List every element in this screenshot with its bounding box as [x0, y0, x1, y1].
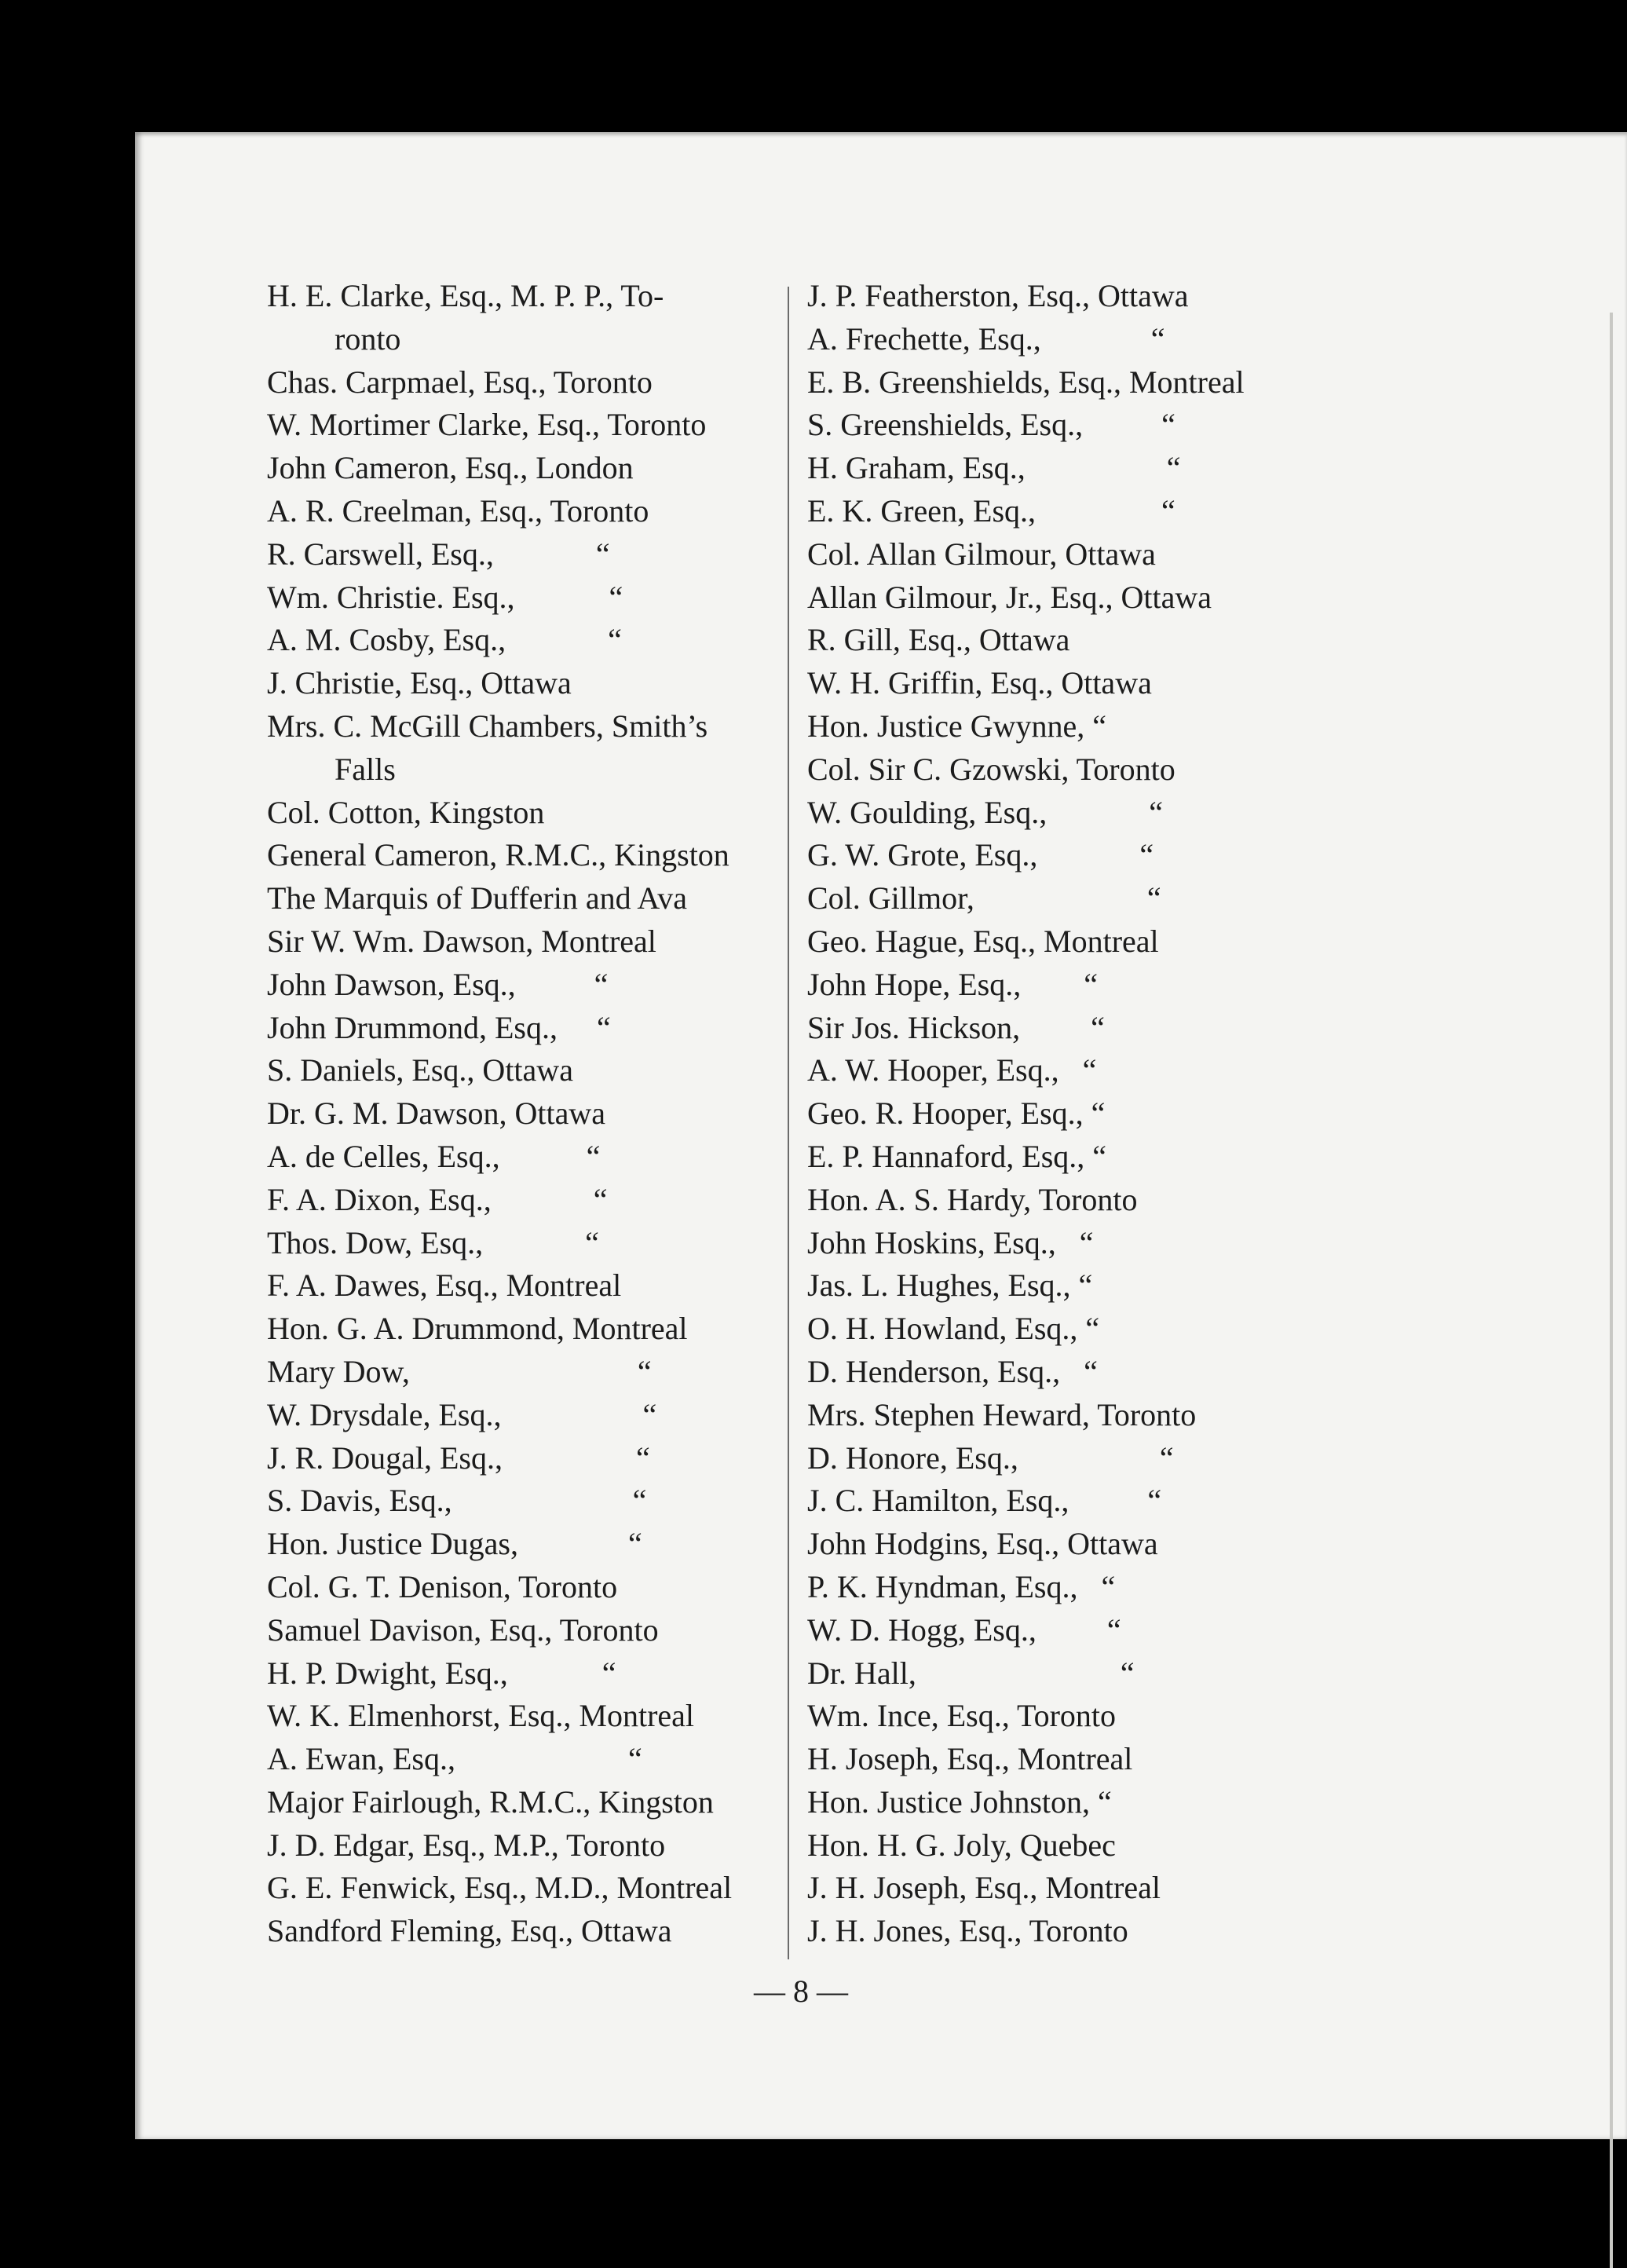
entry-line: J. R. Dougal, Esq., “ [267, 1439, 650, 1476]
entry-line: Sir W. Wm. Dawson, Montreal [267, 923, 656, 959]
page-number: — 8 — [754, 1974, 848, 2009]
subscriber-entry [807, 1523, 1333, 1566]
subscriber-entry [807, 1566, 1333, 1609]
entry-line: H. Graham, Esq., “ [807, 450, 1181, 486]
entry-line: John Hoskins, Esq., “ [807, 1224, 1094, 1260]
entry-line: W. K. Elmenhorst, Esq., Montreal [267, 1698, 695, 1734]
subscriber-entry [807, 1351, 1333, 1394]
subscriber-entry [267, 1480, 793, 1523]
subscriber-entry [267, 1910, 793, 1953]
subscriber-entry [267, 1394, 793, 1437]
entry-line: W. D. Hogg, Esq., “ [807, 1611, 1121, 1648]
subscriber-entry [267, 1049, 793, 1092]
entry-line: W. H. Griffin, Esq., Ottawa [807, 665, 1152, 701]
subscriber-entry [267, 1264, 793, 1308]
subscriber-entry [267, 1179, 793, 1222]
subscriber-entry [267, 1738, 793, 1781]
entry-line: John Cameron, Esq., London [267, 450, 634, 486]
entry-line: Mrs. Stephen Heward, Toronto [807, 1396, 1197, 1432]
entry-line: Dr. G. M. Dawson, Ottawa [267, 1096, 606, 1132]
entry-line: Col. Allan Gilmour, Ottawa [807, 536, 1156, 572]
entry-line: Geo. Hague, Esq., Montreal [807, 923, 1159, 959]
subscriber-entry [807, 1394, 1333, 1437]
subscriber-entry [807, 1179, 1333, 1222]
subscriber-entry [267, 1222, 793, 1265]
entry-line: S. Davis, Esq., “ [267, 1483, 647, 1519]
subscriber-entry [807, 877, 1333, 920]
subscriber-entry [807, 619, 1333, 662]
entry-line: Col. G. T. Denison, Toronto [267, 1568, 618, 1604]
subscriber-entry [807, 533, 1333, 576]
entry-line: E. B. Greenshields, Esq., Montreal [807, 364, 1245, 400]
subscriber-entry [267, 490, 793, 533]
subscriber-entry [267, 1523, 793, 1566]
right-column [807, 275, 1333, 1953]
entry-line: Hon. G. A. Drummond, Montreal [267, 1311, 688, 1347]
entry-line: Hon. A. S. Hardy, Toronto [807, 1181, 1138, 1217]
entry-line: A. de Celles, Esq., “ [267, 1138, 601, 1174]
entry-line: Wm. Christie. Esq., “ [267, 579, 623, 615]
subscriber-entry [267, 1437, 793, 1480]
subscriber-entry [807, 1092, 1333, 1136]
subscriber-entry [267, 705, 793, 792]
subscriber-entry [807, 1652, 1333, 1696]
entry-line: Dr. Hall, “ [807, 1655, 1135, 1691]
entry-line: A. Ewan, Esq., “ [267, 1741, 642, 1777]
entry-line: J. P. Featherston, Esq., Ottawa [807, 278, 1189, 313]
entry-line: John Hodgins, Esq., Ottawa [807, 1526, 1158, 1562]
left-column [267, 275, 793, 1953]
entry-line: Samuel Davison, Esq., Toronto [267, 1611, 659, 1648]
subscriber-entry [807, 1695, 1333, 1738]
entry-line: Wm. Ince, Esq., Toronto [807, 1698, 1117, 1734]
entry-line: John Dawson, Esq., “ [267, 966, 609, 1002]
entry-line: Sandford Fleming, Esq., Ottawa [267, 1913, 672, 1949]
entry-line: J. D. Edgar, Esq., M.P., Toronto [267, 1827, 666, 1863]
subscriber-entry [807, 1609, 1333, 1652]
entry-line: Chas. Carpmael, Esq., Toronto [267, 364, 653, 400]
entry-line: Mary Dow, “ [267, 1353, 652, 1389]
entry-line: S. Daniels, Esq., Ottawa [267, 1052, 573, 1088]
entry-line: W. Mortimer Clarke, Esq., Toronto [267, 407, 707, 443]
subscriber-entry [267, 576, 793, 620]
subscriber-entry [267, 1652, 793, 1696]
subscriber-entry [807, 576, 1333, 620]
subscriber-entry [807, 1867, 1333, 1910]
entry-continuation: Falls [335, 751, 396, 787]
entry-line: O. H. Howland, Esq., “ [807, 1311, 1100, 1347]
subscriber-entry [267, 533, 793, 576]
entry-line: Col. Gillmor, “ [807, 880, 1161, 916]
subscriber-entry [267, 1351, 793, 1394]
subscriber-entry [267, 447, 793, 490]
subscriber-entry [807, 275, 1333, 318]
subscriber-entry [267, 1007, 793, 1050]
entry-line: G. E. Fenwick, Esq., M.D., Montreal [267, 1870, 733, 1906]
entry-line: F. A. Dawes, Esq., Montreal [267, 1268, 622, 1304]
subscriber-entry [267, 1781, 793, 1824]
subscriber-entry [807, 1308, 1333, 1351]
subscriber-entry [267, 1092, 793, 1136]
entry-line: J. H. Joseph, Esq., Montreal [807, 1870, 1161, 1906]
page-fold-edge [1610, 313, 1613, 2268]
entry-line: S. Greenshields, Esq., “ [807, 407, 1175, 443]
entry-line: W. Drysdale, Esq., “ [267, 1396, 657, 1432]
subscriber-entry [807, 1437, 1333, 1480]
subscriber-entry [807, 447, 1333, 490]
subscriber-entry [267, 404, 793, 447]
subscriber-entry [267, 361, 793, 404]
entry-line: H. P. Dwight, Esq., “ [267, 1655, 616, 1691]
entry-line: Thos. Dow, Esq., “ [267, 1224, 599, 1260]
column-divider [788, 287, 789, 1959]
entry-line: Hon. H. G. Joly, Quebec [807, 1827, 1116, 1863]
subscriber-entry [267, 1566, 793, 1609]
subscriber-entry [807, 662, 1333, 705]
subscriber-entry [807, 490, 1333, 533]
entry-line: Col. Cotton, Kingston [267, 794, 545, 830]
entry-line: J. C. Hamilton, Esq., “ [807, 1483, 1162, 1519]
entry-line: Hon. Justice Dugas, “ [267, 1526, 642, 1562]
subscriber-entry [267, 1609, 793, 1652]
subscriber-entry [807, 318, 1333, 361]
subscriber-entry [807, 404, 1333, 447]
entry-line: Mrs. C. McGill Chambers, Smith’s [267, 708, 708, 744]
subscriber-entry [267, 1867, 793, 1910]
subscriber-entry [807, 920, 1333, 964]
subscriber-entry [267, 920, 793, 964]
entry-line: Jas. L. Hughes, Esq., “ [807, 1268, 1093, 1304]
entry-line: F. A. Dixon, Esq., “ [267, 1181, 608, 1217]
entry-line: Allan Gilmour, Jr., Esq., Ottawa [807, 579, 1212, 615]
subscriber-entry [807, 1738, 1333, 1781]
subscriber-entry [267, 662, 793, 705]
subscriber-entry [267, 1136, 793, 1179]
entry-line: Hon. Justice Gwynne, “ [807, 708, 1107, 744]
entry-line: H. Joseph, Esq., Montreal [807, 1741, 1133, 1777]
subscriber-entry [807, 1136, 1333, 1179]
entry-line: H. E. Clarke, Esq., M. P. P., To- [267, 278, 664, 313]
entry-line: D. Honore, Esq., “ [807, 1439, 1174, 1476]
subscriber-entry [807, 964, 1333, 1007]
entry-line: Hon. Justice Johnston, “ [807, 1783, 1112, 1820]
subscriber-entry [807, 792, 1333, 835]
subscriber-entry [807, 748, 1333, 792]
entry-line: Col. Sir C. Gzowski, Toronto [807, 751, 1175, 787]
entry-line: D. Henderson, Esq., “ [807, 1353, 1098, 1389]
entry-line: A. W. Hooper, Esq., “ [807, 1052, 1097, 1088]
entry-line: W. Goulding, Esq., “ [807, 794, 1163, 830]
subscriber-entry [807, 361, 1333, 404]
subscriber-entry [267, 275, 793, 361]
subscriber-entry [267, 1695, 793, 1738]
entry-line: John Drummond, Esq., “ [267, 1009, 611, 1045]
subscriber-entry [807, 1781, 1333, 1824]
entry-line: John Hope, Esq., “ [807, 966, 1098, 1002]
entry-line: Major Fairlough, R.M.C., Kingston [267, 1783, 714, 1820]
subscriber-entry [267, 1308, 793, 1351]
entry-line: J. H. Jones, Esq., Toronto [807, 1913, 1128, 1949]
entry-line: G. W. Grote, Esq., “ [807, 837, 1154, 873]
subscriber-entry [267, 619, 793, 662]
entry-line: E. P. Hannaford, Esq., “ [807, 1138, 1107, 1174]
subscriber-entry [807, 1049, 1333, 1092]
entry-continuation: ronto [335, 320, 401, 357]
subscriber-entry [807, 705, 1333, 748]
entry-line: A. Frechette, Esq., “ [807, 320, 1165, 357]
subscriber-entry [267, 877, 793, 920]
subscriber-entry [807, 1480, 1333, 1523]
entry-line: R. Carswell, Esq., “ [267, 536, 610, 572]
subscriber-entry [267, 834, 793, 877]
entry-line: P. K. Hyndman, Esq., “ [807, 1568, 1116, 1604]
entry-line: The Marquis of Dufferin and Ava [267, 880, 688, 916]
subscriber-entry [807, 1910, 1333, 1953]
subscriber-entry [267, 792, 793, 835]
subscriber-entry [807, 1007, 1333, 1050]
entry-line: J. Christie, Esq., Ottawa [267, 665, 572, 701]
entry-line: A. M. Cosby, Esq., “ [267, 622, 622, 658]
subscriber-entry [807, 1222, 1333, 1265]
entry-line: E. K. Green, Esq., “ [807, 492, 1175, 529]
subscriber-entry [267, 964, 793, 1007]
subscriber-entry [267, 1824, 793, 1867]
entry-line: A. R. Creelman, Esq., Toronto [267, 492, 649, 529]
subscriber-entry [807, 1264, 1333, 1308]
entry-line: Sir Jos. Hickson, “ [807, 1009, 1105, 1045]
subscriber-entry [807, 1824, 1333, 1867]
entry-line: R. Gill, Esq., Ottawa [807, 622, 1070, 658]
subscriber-entry [807, 834, 1333, 877]
entry-line: Geo. R. Hooper, Esq., “ [807, 1096, 1106, 1132]
entry-line: General Cameron, R.M.C., Kingston [267, 837, 729, 873]
